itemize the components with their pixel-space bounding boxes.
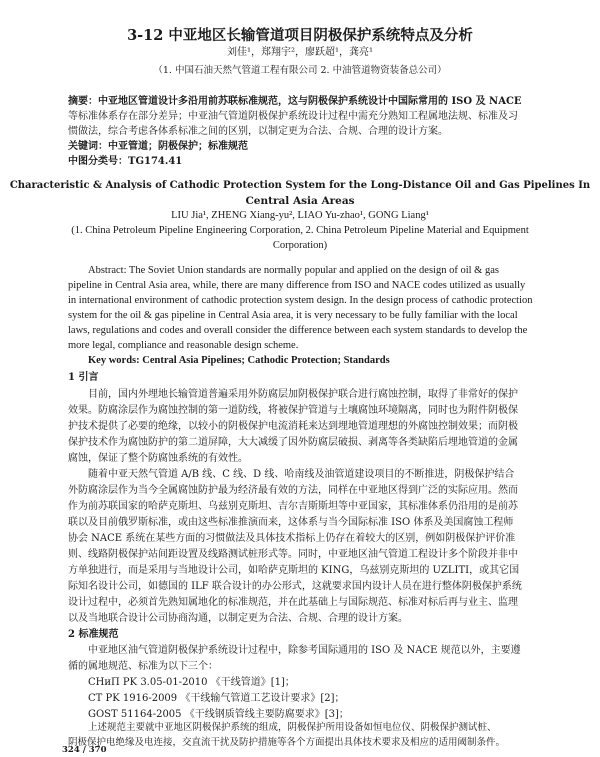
cn-title: 3-12 中亚地区长输管道项目阴极保护系统特点及分析 bbox=[127, 27, 473, 44]
en-abstract-line: Abstract: The Soviet Union standards are normally popular and applied on the design of oil & gas bbox=[88, 265, 499, 276]
section-1-line: 随着中亚天然气管道 A/B 线、C 线、D 线、哈南线及油管道建设项目的不断推进，阴极保护结合 bbox=[88, 469, 515, 480]
en-abstract-line: more legal, compliance and reasonable design scheme. bbox=[68, 340, 299, 351]
en-abstract-line: system for the oil & gas pipeline in Central Asia area, it is very necessary to be fully familiar with the local bbox=[68, 310, 518, 321]
section-1-line: 协会 NACE 系统在某些方面的习惯做法及具体技术指标上仍存在着较大的区别，例如阴极保护评价准 bbox=[68, 533, 516, 544]
section-1-line: 保护技术作为腐蚀防护的第二道屏障，大大减缓了因外防腐层破损、剥离等各类缺陷后埋地管道的金属 bbox=[68, 437, 518, 448]
en-abstract-line: in international environment of cathodic protection system design. In the design process of cathodic protection bbox=[68, 295, 533, 306]
section-1-heading: 1 引言 bbox=[68, 372, 99, 383]
section-2-heading: 2 标准规范 bbox=[68, 629, 119, 640]
cn-keywords: 关键词：中亚管道；阴极保护；标准规范 bbox=[68, 141, 248, 152]
section-1-line: 则、线路阴极保护站间距设置及线路测试桩形式等。同时，中亚地区油气管道工程设计多个阶段并非中 bbox=[68, 549, 518, 560]
en-authors: LIU Jia¹, ZHENG Xiang-yu², LIAO Yu-zhao¹, GONG Liang¹ bbox=[171, 210, 429, 221]
en-affiliation-line: Corporation) bbox=[272, 240, 328, 251]
cn-classification: 中图分类号：TG174.41 bbox=[68, 156, 183, 167]
section-1-line: 护技术提供了必要的绝缘，以较小的阴极保护电流消耗来达到埋地管道理想的外腐蚀控制效果；而阴极 bbox=[68, 421, 518, 432]
section-2-line: 循的属地规范、标准为以下三个： bbox=[68, 661, 218, 672]
section-1-line: 效果。防腐涂层作为腐蚀控制的第一道防线，将被保护管道与土壤腐蚀环境隔离，同时也为附件阴极保 bbox=[68, 405, 518, 416]
standard-reference: CT PK 1916-2009 《干线输气管道工艺设计要求》[2]； bbox=[88, 693, 345, 704]
en-affiliation-line: (1. China Petroleum Pipeline Engineering Corporation, 2. China Petroleum Pipeline Material and Equipment bbox=[71, 225, 529, 236]
section-1-line: 际知名设计公司，如德国的 ILF 联合设计的办公形式，这就要求国内设计人员在进行整体阴极保护系统 bbox=[68, 581, 522, 592]
section-1-line: 目前，国内外埋地长输管道普遍采用外防腐层加阴极保护联合进行腐蚀控制，取得了非常好的保护 bbox=[88, 389, 518, 400]
en-keywords: Key words: Central Asia Pipelines; Cathodic Protection; Standards bbox=[88, 355, 390, 366]
section-2-tail-line: 阴极保护电绝缘及电连接，交直流干扰及防护措施等各个方面提出具体技术要求及相应的适用阈制条件。 bbox=[68, 737, 506, 748]
page-number: 324 / 370 bbox=[62, 745, 107, 755]
cn-authors: 刘佳¹，郑翔宇²，廖跃超¹，龚亮¹ bbox=[226, 47, 374, 58]
section-1-line: 作为前苏联国家的哈萨克斯坦、乌兹别克斯坦、吉尔吉斯斯坦等中亚国家，其标准体系仍沿用的是前苏 bbox=[68, 501, 518, 512]
section-2-tail-line: 上述规范主要就中亚地区阴极保护系统的组成，阴极保护所用设备如恒电位仪、阴极保护测试桩、 bbox=[88, 722, 497, 733]
section-1-line: 外防腐涂层作为当今全属腐蚀防护最为经济最有效的方法，同样在中亚地区得到广泛的实际应用。然而 bbox=[68, 485, 518, 496]
section-1-line: 方单独进行，而是采用与当地设计公司，如哈萨克斯坦的 KING，乌兹别克斯坦的 UZLITI，或其它国 bbox=[68, 565, 520, 576]
standard-reference: GOST 51164-2005 《干线钢质管线主要防腐要求》[3]； bbox=[88, 709, 349, 720]
cn-affiliation: （1. 中国石油天然气管道工程有限公司 2. 中油管道物资装备总公司） bbox=[153, 65, 447, 76]
section-2-line: 中亚地区油气管道阴极保护系统设计过程中，除参考国际通用的 ISO 及 NACE 规范以外，主要遵 bbox=[88, 645, 521, 656]
en-title-line: Central Asia Areas bbox=[245, 195, 355, 207]
cn-abstract-line: 惯做法，综合考虑各体系标准之间的区别，以制定更为合法、合规、合理的设计方案。 bbox=[68, 126, 448, 137]
section-1-line: 以及当地联合设计公司协商沟通，以制定更为合法、合规、合理的设计方案。 bbox=[68, 613, 408, 624]
en-title-line: Characteristic & Analysis of Cathodic Protection System for the Long-Distance Oil and Gas Pipelines In bbox=[9, 180, 591, 191]
en-abstract-line: laws, regulations and codes and overall consider the difference between each system standards to develop the bbox=[68, 325, 528, 336]
section-1-line: 腐蚀，保证了整个防腐蚀系统的有效性。 bbox=[68, 453, 248, 464]
section-1-line: 设计过程中，必须首先熟知属地化的标准规范，并在此基础上与国际规范、标准对标后再与业主、监理 bbox=[68, 597, 518, 608]
standard-reference: CHиП PK 3.05-01-2010 《干线管道》[1]； bbox=[88, 677, 295, 688]
section-1-line: 联以及目前俄罗斯标准，或由这些标准推演而来，这体系与当今国际标准 ISO 体系及美国腐蚀工程师 bbox=[68, 517, 514, 528]
en-abstract-line: pipeline in Central Asia area, while, there are many difference from ISO and NACE codes utilized as usually bbox=[68, 280, 526, 291]
cn-abstract-line: 摘要：中亚地区管道设计多沿用前苏联标准规范，这与阴极保护系统设计中国际常用的 ISO 及 NACE bbox=[68, 96, 522, 107]
cn-abstract-line: 等标准体系存在部分差异；中亚油气管道阴极保护系统设计过程中需充分熟知工程属地法规、标准及习 bbox=[68, 111, 518, 122]
